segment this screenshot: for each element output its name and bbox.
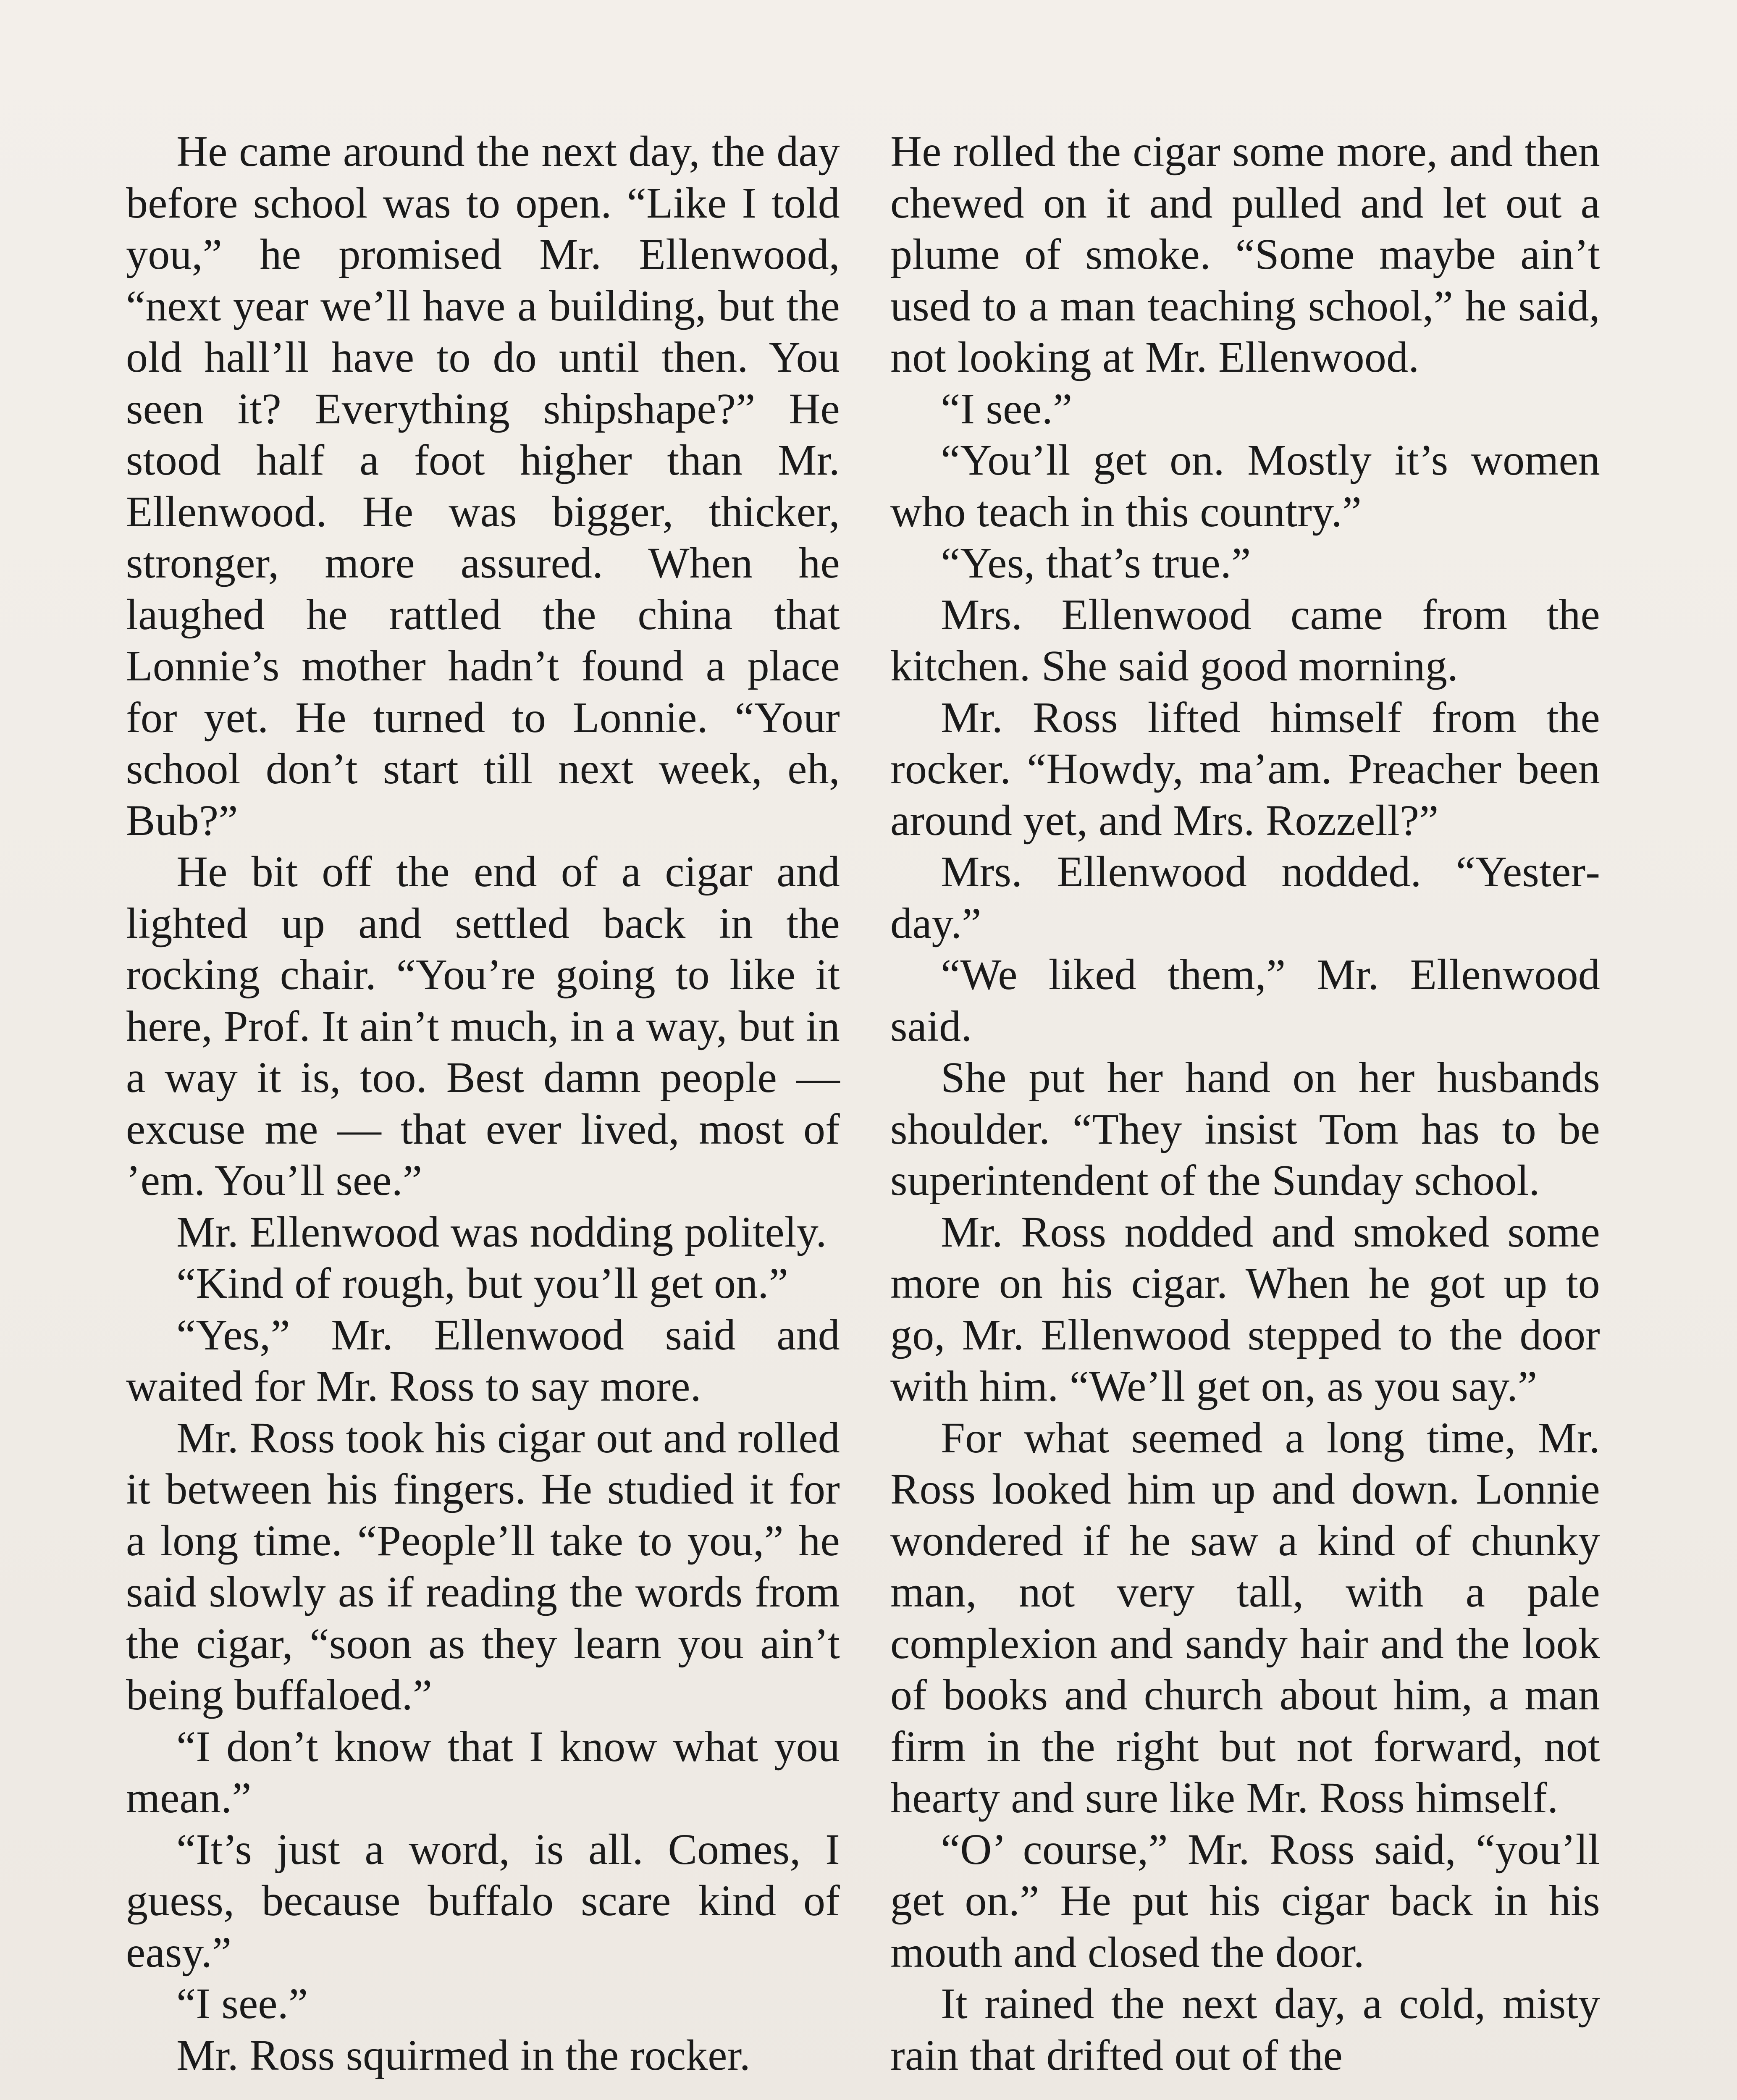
paragraph: “It’s just a word, is all. Comes, I guess, because buffalo scare kind of easy.”	[126, 1825, 840, 1977]
paragraph: “I don’t know that I know what you mean.”	[126, 1722, 840, 1822]
paragraph: “O’ course,” Mr. Ross said, “you’ll get on.” He put his cigar back in his mouth and closed the door.	[890, 1825, 1600, 1977]
paragraph: For what seemed a long time, Mr. Ross looked him up and down. Lonnie wondered if he saw a kind of chunky man, not very tall, with a pale complexion and sandy hair and the look of books and church about him, a man firm in the right but not forward, not hearty and sure like Mr. Ross himself.	[890, 1413, 1600, 1822]
paragraph: He came around the next day, the day before school was to open. “Like I told you,” he promised Mr. Ellenwood, “next year we’ll have a building, but the old hall’ll have to do until then. You seen it? Everything shipshape?” He stood half a foot higher than Mr. Ellenwood. He was bigger, thicker, stronger, more assured. When he laughed he rattled the china that Lonnie’s mother hadn’t found a place for yet. He turned to Lonnie. “Your school don’t start till next week, eh, Bub?”	[126, 127, 840, 845]
paragraph: She put her hand on her husbands shoulder. “They insist Tom has to be superintendent of the Sunday school.	[890, 1053, 1600, 1205]
paragraph: “You’ll get on. Mostly it’s women who teach in this country.”	[890, 436, 1600, 536]
text-column-left	[126, 126, 840, 2081]
paragraph: Mr. Ross nodded and smoked some more on his cigar. When he got up to go, Mr. Ellenwood stepped to the door with him. “We’ll get on, as you say.”	[890, 1208, 1600, 1410]
paragraph: Mrs. Ellenwood came from the kitchen. She said good morning.	[890, 590, 1600, 690]
text-column-right	[890, 126, 1600, 2081]
paragraph: “Yes,” Mr. Ellenwood said and waited for Mr. Ross to say more.	[126, 1310, 840, 1410]
paragraph: “We liked them,” Mr. Ellenwood said.	[890, 950, 1600, 1050]
paragraph: “I see.”	[176, 1979, 308, 2028]
paragraph: He rolled the cigar some more, and then chewed on it and pulled and let out a plume of smoke. “Some maybe ain’t used to a man teaching school,” he said, not looking at Mr. Ellenwood.	[890, 127, 1600, 381]
paragraph: It rained the next day, a cold, misty rain that drifted out of the	[890, 1979, 1600, 2079]
paragraph: He bit off the end of a cigar and lighted up and settled back in the rocking chair. “You’re going to like it here, Prof. It ain’t much, in a way, but in a way it is, too. Best damn people — excuse me — that ever lived, most of ’em. You’ll see.”	[126, 848, 840, 1205]
paragraph: Mr. Ellenwood was nodding politely.	[176, 1208, 827, 1256]
paragraph: Mr. Ross squirmed in the rocker.	[176, 2031, 750, 2079]
paragraph: Mrs. Ellenwood nodded. “Yesterday.”	[890, 848, 1600, 948]
paragraph: Mr. Ross took his cigar out and rolled it between his fingers. He studied it for a long time. “People’ll take to you,” he said slowly as if reading the words from the cigar, “soon as they learn you ain’t being buffaloed.”	[126, 1413, 840, 1719]
paragraph: “I see.”	[941, 384, 1073, 433]
paragraph: Mr. Ross lifted himself from the rocker. “Howdy, ma’am. Preacher been around yet, and Mrs. Rozzell?”	[890, 693, 1600, 845]
paragraph: “Yes, that’s true.”	[941, 539, 1251, 587]
paragraph: “Kind of rough, but you’ll get on.”	[176, 1259, 788, 1307]
